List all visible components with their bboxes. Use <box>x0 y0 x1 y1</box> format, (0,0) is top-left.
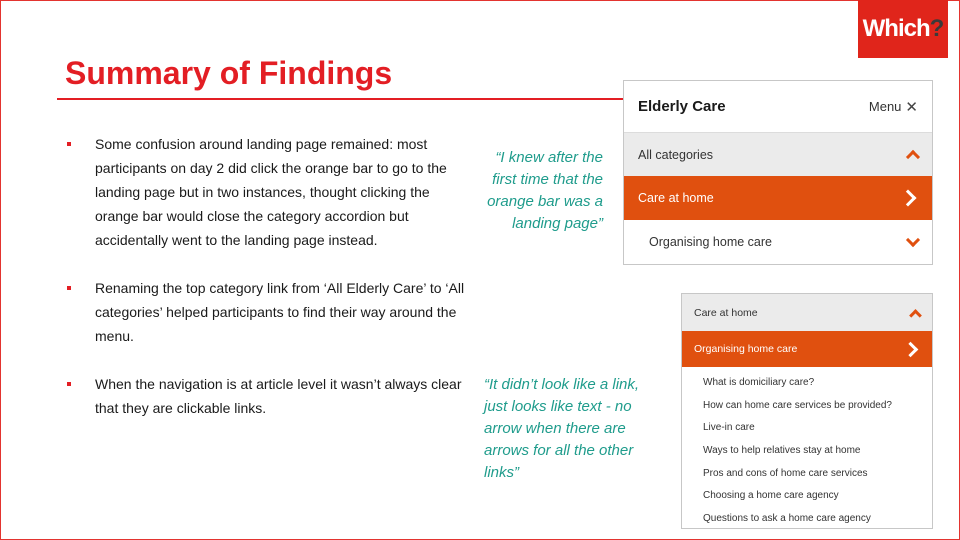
participant-quote: “I knew after the first time that the orange bar was a landing page” <box>487 149 603 232</box>
menu-row-organising-home-care[interactable] <box>682 331 932 367</box>
menu-row-care-at-home[interactable] <box>624 176 932 220</box>
menu-screenshot-bottom <box>681 293 933 529</box>
which-logo <box>858 0 948 58</box>
article-links-list <box>682 367 932 529</box>
menu-row-care-at-home[interactable] <box>682 294 932 331</box>
article-link[interactable]: Choosing a home care agency <box>703 490 839 502</box>
chevron-right-icon <box>903 341 919 357</box>
title-divider <box>57 98 623 100</box>
chevron-down-icon <box>906 232 920 246</box>
menu-header <box>624 81 932 133</box>
finding-item: When the navigation is at article level it wasn’t always clear that they are clickable links. <box>65 372 465 420</box>
logo-question-mark: ? <box>929 15 944 42</box>
menu-screenshot-top <box>623 80 933 265</box>
chevron-right-icon <box>900 190 917 207</box>
menu-row-label: Care at home <box>638 191 714 205</box>
article-link[interactable]: Ways to help relatives stay at home <box>703 445 861 457</box>
menu-row-label: Organising home care <box>694 343 798 355</box>
menu-close-button[interactable] <box>869 98 918 116</box>
menu-title: Elderly Care <box>638 98 726 115</box>
logo-text: Which <box>862 15 930 42</box>
article-link[interactable]: Pros and cons of home care services <box>703 467 868 479</box>
menu-row-label: All categories <box>638 147 714 162</box>
findings-list <box>65 132 465 444</box>
article-link[interactable]: Questions to ask a home care agency <box>703 513 871 525</box>
chevron-up-icon <box>906 150 920 164</box>
page-title: Summary of Findings <box>65 55 393 91</box>
menu-label: Menu <box>868 99 902 114</box>
menu-row-organising-home-care[interactable] <box>624 220 932 264</box>
article-link[interactable]: What is domiciliary care? <box>703 377 815 388</box>
menu-row-label: Organising home care <box>649 235 772 249</box>
finding-item: Renaming the top category link from ‘All Elderly Care’ to ‘All categories’ helped participants to find their way around the menu. <box>65 276 465 348</box>
menu-row-all-categories[interactable] <box>624 133 932 176</box>
chevron-up-icon <box>909 309 922 322</box>
finding-item: Some confusion around landing page remained: most participants on day 2 did click the orange bar to go to the landing page but in two instances, thought clicking the orange bar would close the category accordion but accidentally went to the landing page instead. <box>65 132 465 252</box>
article-link[interactable]: Live-in care <box>703 422 755 434</box>
menu-row-label: Care at home <box>694 306 758 319</box>
article-link[interactable]: How can home care services be provided? <box>703 399 892 411</box>
close-icon: ✕ <box>905 98 918 116</box>
participant-quote: “It didn’t look like a link, just looks like text - no arrow when there are arrows for all the other links” <box>484 376 640 481</box>
